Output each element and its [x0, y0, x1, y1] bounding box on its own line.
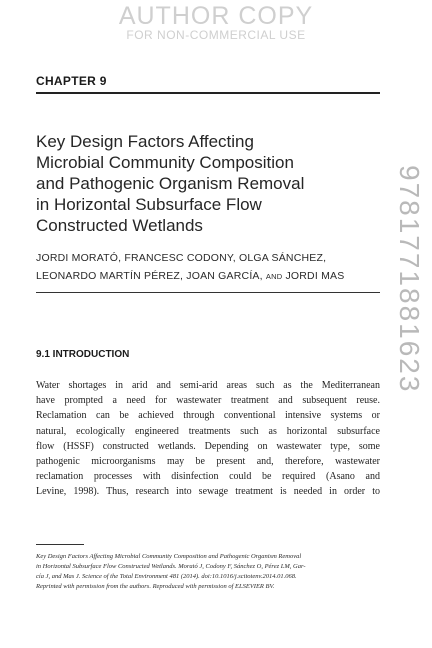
body-line: Water shortages in arid and semi-arid areas such as the Mediterranean: [36, 380, 380, 391]
body-line: Reclamation can be achieved through conventional intensive systems or: [36, 410, 380, 422]
footnote-line: in Horizontal Subsurface Flow Constructed Wetlands. Morató J, Codony F, Sánchez O, Pérez LM, Gar-: [36, 563, 306, 570]
section-heading: 9.1 INTRODUCTION: [36, 349, 130, 360]
author-line: JORDI MORATÓ, FRANCESC CODONY, OLGA SÁNCHEZ,: [36, 252, 327, 264]
author-last: JORDI MAS: [285, 270, 345, 282]
title-line: Microbial Community Composition: [36, 153, 294, 172]
title-line: Constructed Wetlands: [36, 216, 203, 235]
title-line: in Horizontal Subsurface Flow: [36, 195, 262, 214]
watermark-line1: AUTHOR COPY: [118, 2, 314, 30]
footnote-rule: [36, 544, 84, 545]
body-line: Levine, 1998). Thus, research into sewage treatment is needed in order to: [36, 486, 380, 498]
footnote: [36, 552, 380, 592]
watermark-line2: FOR NON-COMMERCIAL USE: [126, 28, 306, 42]
isbn-side-text: 9781771881623: [394, 165, 425, 394]
author-line: [36, 267, 376, 286]
chapter-title: [36, 131, 376, 236]
author-list: [36, 249, 376, 286]
body-line: have prompted a need for wastewater treatment and subsequent reuse.: [36, 395, 380, 407]
chapter-rule: [36, 92, 380, 94]
title-line: and Pathogenic Organism Removal: [36, 174, 305, 193]
body-paragraph: [36, 378, 380, 500]
footnote-line: cía J, and Mas J. Science of the Total Environment 481 (2014). doi:10.1016/j.scitotenv.2014.01.068.: [36, 573, 297, 580]
body-line: natural, ecologically engineered treatments such as horizontal subsurface: [36, 425, 380, 437]
title-line: Key Design Factors Affecting: [36, 132, 254, 151]
author-rule: [36, 292, 380, 293]
footnote-line: Reprinted with permission from the authors. Reproduced with permission of ELSEVIER BV.: [36, 583, 275, 590]
author-and: AND: [265, 272, 283, 281]
body-line: pathogenic microorganisms may be present and, therefore, wastewater: [36, 456, 380, 468]
body-line: flow (HSSF) constructed wetlands. Depending on wastewater type, some: [36, 440, 380, 452]
body-line: reclamation processes with disinfection could be required (Asano and: [36, 471, 380, 483]
author-names: LEONARDO MARTÍN PÉREZ, JOAN GARCÍA,: [36, 270, 263, 282]
chapter-label: CHAPTER 9: [36, 74, 107, 88]
footnote-line: Key Design Factors Affecting Microbial Community Composition and Pathogenic Organism Removal: [36, 553, 302, 560]
